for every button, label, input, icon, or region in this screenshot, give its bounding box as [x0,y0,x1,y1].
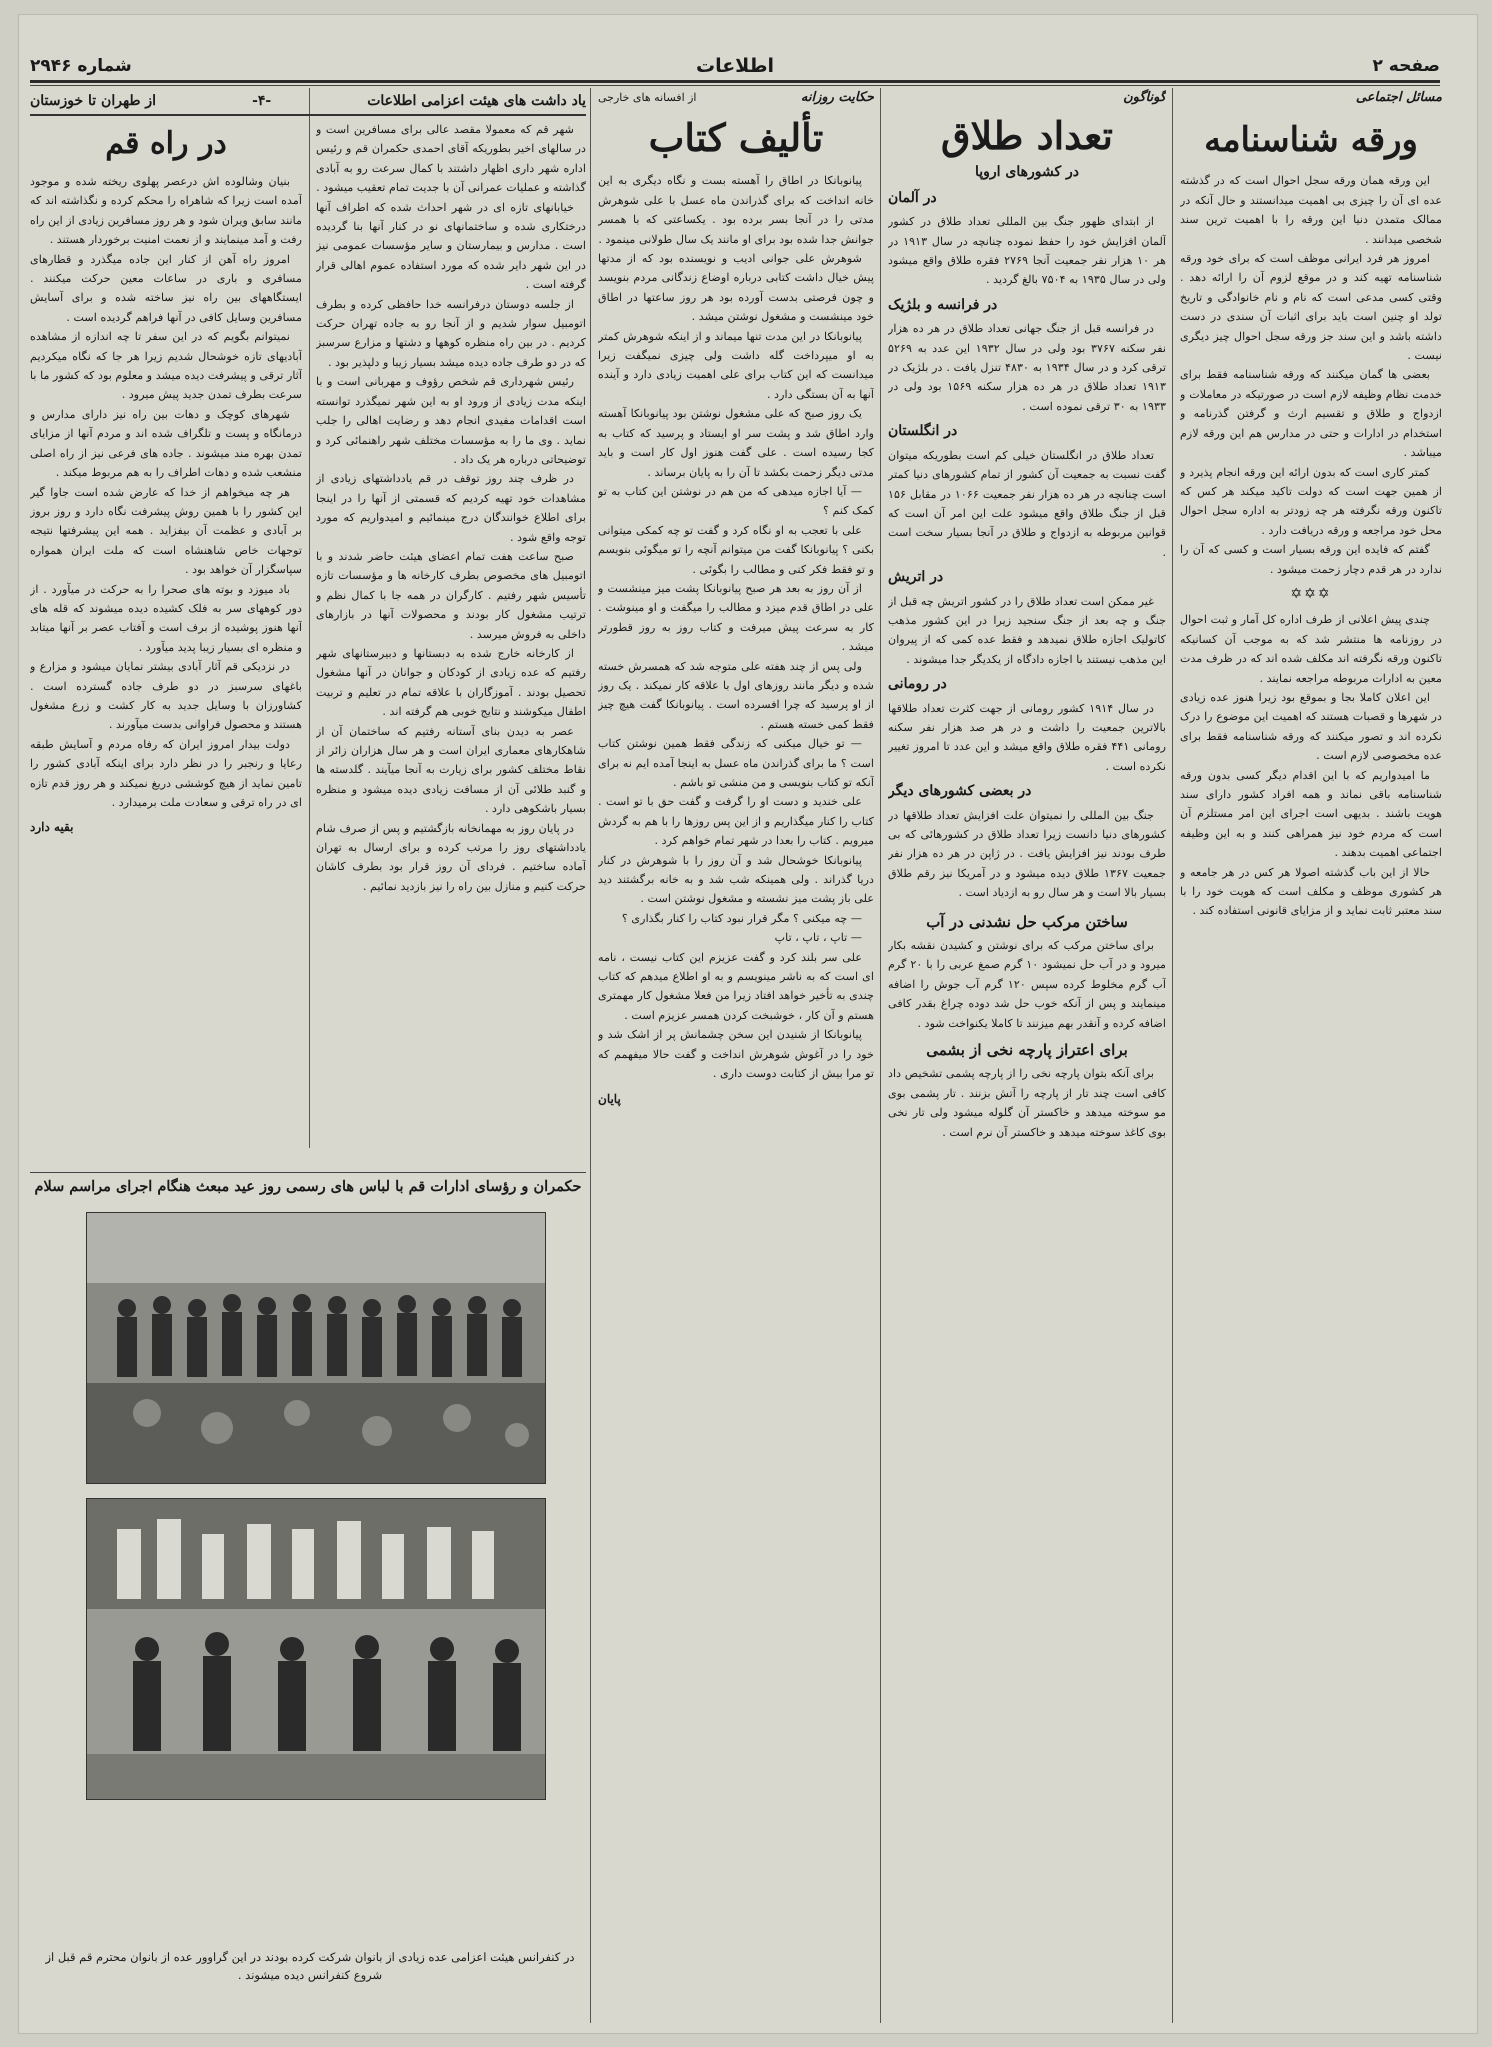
article-body [30,172,302,812]
paragraph: پیانوبانکا در این مدت تنها میماند و از اینکه شوهرش کمتر به او میپرداخت گله داشت ولی چیزی نمیگفت زیرا میدانست که این کتاب برای علی اهمیت زیادی دارد و آینده آنها به آن بستگی دارد . [598,329,874,401]
column-daily-story [598,88,874,2023]
column-divider [590,88,591,2023]
article-title: تعداد طلاق [941,113,1113,159]
column-travel-notes [316,120,586,1170]
sub-article-title: ساختن مرکب حل نشدنی در آب [926,912,1128,931]
series-subtitle: از طهران تا خوزستان [30,93,157,109]
series-number: -۴- [252,93,272,109]
country-subheading: در رومانی [888,676,947,693]
paragraph: بنیان وشالوده اش درعصر پهلوی ریخته شده و موجود آمده است زیرا که شاهراه را محکم کرده و نگذاشته اند که مانند سابق ویران شود و هر روز مسافرین زیادی از این راه رفت و آمد مینمایند و از نعمت امنیت برخوردار هستند . [30,175,302,247]
column-divider [880,88,881,2023]
paragraph: ما امیدواریم که با این اقدام دیگر کسی بدون ورقه شناسنامه باقی نماند و همه افراد کشور دارای سند هویت باشند . بدیهی است اجرای این امر مستلزم آن است که مردم خود نیز همراهی کنند و به این وظیفه اجتماعی اهمیت بدهند . [1180,768,1442,860]
issue-number: شماره ۲۹۴۶ [30,56,132,76]
sub-article-title: برای اعتراز پارچه نخی از بشمی [926,1041,1128,1060]
to-be-continued: بقیه دارد [30,820,74,835]
paragraph: در نزدیکی قم آثار آبادی بیشتر نمایان میشود و مزارع و باغهای سرسبز در دو طرف جاده گسترده است . کشاورزان با وسایل جدید به کار کشت و زرع مشغول هستند و محصول فراوانی بدست میآورند . [30,660,302,732]
paragraph: — چه میکنی ؟ مگر قرار نبود کتاب را کنار بگذاری ؟ [621,911,862,925]
country-paragraph: جنگ بین المللی را نمیتوان علت افزایش تعداد طلاقها در کشورهای دنیا دانست زیرا تعداد طلاق در کشورهائی که بی طرف بودند نیز افزایش یافت . در ژاپن در هر ده هزار نفر جمعیت ۱۳۶۷ طلاق دیده میشود و در آمریکا نیز رقم طلاق بسیار بالا است و هر سال رو به ازدیاد است . [888,808,1166,900]
country-subheading: در بعضی کشورهای دیگر [888,783,1032,800]
photo-caption: در کنفرانس هیئت اعزامی عده زیادی از بانوان شرکت کرده بودند در این گراوور عده از بانوان محترم قم قبل از شروع کنفرانس دیده میشوند . [45,1950,575,1982]
country-paragraph: در سال ۱۹۱۴ کشور رومانی از جهت کثرت تعداد طلاقها بالاترین جمعیت را داشت و در هر صد هزار نفر سکنه رومانی ۴۴۱ فقره طلاق واقع میشد و این عدد تا امروز تغییر نکرده است . [888,701,1166,773]
country-paragraph: در فرانسه قبل از جنگ جهانی تعداد طلاق در هر ده هزار نفر سکنه ۳۷۶۷ بود ولی در سال ۱۹۳۲ این عدد به ۵۲۶۹ ترقی کرد و در سال ۱۹۳۴ به ۴۸۳۰ تنزل یافت . در بلژیک در ۱۹۱۳ تعداد طلاق در هر ده هزار سکنه ۱۵۶۹ بود ولی در ۱۹۳۳ به ۳۰ ترقی نموده است . [888,322,1166,413]
photo-block-rule [30,1172,586,1173]
separator-stars: ✡✡✡ [1290,585,1332,602]
paragraph: علی سر بلند کرد و گفت عزیزم این کتاب نیست ، نامه ای است که به ناشر مینویسم و به او اطلاع میدهم که کتاب چندی به تأخیر خواهد افتاد زیرا من فعلا مشغول کار مهمتری هستم و آن کار ، خوشبخت کردن همسر عزیزم است . [598,950,874,1022]
sub-article-text: برای آنکه بتوان پارچه نخی را از پارچه پشمی تشخیص داد کافی است چند تار از پارچه را آتش بزنند . تار پشمی بوی مو سوخته میدهد و خاکستر آن گلوله میشود ولی تار نخی بوی کاغذ سوخته میدهد و خاکستر آن نرم است . [888,1067,1166,1139]
paragraph: — تو خیال میکنی که زندگی فقط همین نوشتن کتاب است ؟ ما برای گذراندن ماه عسل به اینجا آمده ایم نه برای آنکه تو کتاب بنویسی و من منشی تو باشم . [598,737,874,789]
women-conference-photo [86,1498,546,1800]
paragraph: در ظرف چند روز توقف در قم یادداشتهای زیادی از مشاهدات خود تهیه کردیم که قسمتی از آنها را در اینجا برای اطلاع خوانندگان درج مینمائیم و امیدواریم که مورد توجه واقع شود . [316,472,586,544]
article-title: در راه قم [105,126,227,161]
country-paragraph: تعداد طلاق در انگلستان خیلی کم است بطوریکه میتوان گفت نسبت به جمعیت آن کشور از تمام کشورهای دنیا کمتر است چنانچه در هر ده هزار نفر جمعیت ۱۰۶۶ در مقابل ۱۵۶ قبل از جنگ طلاق واقع میشود علت این امر آن است که قوانین مربوطه به ازدواج و طلاق در آنجا بسیار سخت است . [888,448,1166,559]
paper-name: اطلاعات [695,55,775,77]
section-kicker: حکایت روزانه [800,90,874,105]
paragraph: حالا از این باب گذشته اصولا هر کس در هر جامعه و هر کشوری موظف و مکلف است که هویت خود را با سند معتبر ثابت نماید و از مزایای قانونی استفاده کند . [1180,865,1442,918]
paragraph: رئیس شهرداری قم شخص رؤوف و مهربانی است و با اینکه مدت زیادی از ورود او به این شهر نمیگذرد توانسته است اقدامات مفیدی انجام دهد و رضایت اهالی را جلب نماید . وی ما را به مؤسسات مختلف شهر راهنمائی کرد و توضیحاتی درباره هر یک داد . [316,375,586,466]
country-paragraph: غیر ممکن است تعداد طلاق را در کشور اتریش چه قبل از جنگ و چه بعد از جنگ سنجید زیرا در این کشور مذهب کاتولیک اجازه طلاق نمیدهد و فقط عده کمی که از پیروان این مذهب نیستند با اجازه دادگاه از یکدیگر جدا میشوند . [888,594,1166,666]
page-number: صفحه ۲ [1372,56,1440,76]
paragraph: پیانوبانکا در اطاق را آهسته بست و نگاه دیگری به این خانه انداخت که برای گذراندن ماه عسل با علی شوهرش مدتی را در آنجا بسر برده بود . یکساعتی که با همسر جوانش جدا شده بود برای او مانند یک سال طولانی مینمود . [598,174,874,246]
paragraph: صبح ساعت هفت تمام اعضای هیئت حاضر شدند و با اتومبیل های مخصوص بطرف کارخانه ها و مؤسسات تازه تأسیس شهر رفتیم . کارگران در همه جا با کمال نظم و ترتیب مشغول کار بودند و محصولات آنها در بازارهای داخلی به فروش میرسد . [316,549,586,641]
article-body [1180,171,1442,579]
officials-group-photo [86,1212,546,1484]
masthead [30,52,1440,80]
paragraph: یک روز صبح که علی مشغول نوشتن بود پیانوبانکا آهسته وارد اطاق شد و پشت سر او ایستاد و پرسید که کتاب به کجا رسیده است . علی گفت هنوز اول کار است و باید مدتی دیگر زحمت بکشد تا آن را به پایان برساند . [598,407,874,479]
column-divider [1172,88,1173,2023]
paragraph: از جلسه دوستان درفرانسه خدا حافظی کرده و بطرف اتومبیل سوار شدیم و از آنجا رو به جاده تهران حرکت کردیم . در بین راه منظره کوهها و دشتها و مزارع سرسبز که در دو طرف جاده دیده میشد بسیار زیبا و دلپذیر بود . [316,297,586,369]
column-divider [309,88,310,1148]
paragraph: پیانوبانکا خوشحال شد و آن روز را با شوهرش در کنار دریا گذراند . ولی همینکه شب شد و به خانه برگشتند دید علی باز پشت میز نشسته و مشغول نوشتن است . [598,853,874,906]
country-subheading: در فرانسه و بلژیک [888,296,998,313]
masthead-rule-thin [30,85,1440,86]
column-road-to-qom [30,120,302,1170]
country-paragraph: از ابتدای ظهور جنگ بین المللی تعداد طلاق در کشور آلمان افزایش خود را حفظ نموده چنانچه در سال ۱۹۱۳ در هر ۱۰ هزار نفر جمعیت آنجا ۲۷۶۹ فقره طلاق واقع میشود ولی در سال ۱۹۳۵ به ۷۵۰۴ بالغ گردید . [888,215,1166,287]
paragraph: از کارخانه خارج شده به دبستانها و دبیرستانهای شهر رفتیم که عده زیادی از کودکان و جوانان در آنها مشغول تحصیل بودند . آموزگاران با علاقه تمام در تعلیم و تربیت اطفال میکوشند و نتایج خوبی هم گرفته اند . [316,646,586,719]
country-subheading: در انگلستان [888,423,958,440]
paragraph: عصر به دیدن بنای آستانه رفتیم که ساختمان آن از شاهکارهای معماری ایران است و هر سال هزاران زائر از نقاط مختلف کشور برای زیارت به آنجا میآیند . گلدسته ها و گنبد طلائی آن از مسافت زیادی دیده میشود و منظره بسیار باشکوهی دارد . [316,724,586,816]
section-kicker-sub: از افسانه های خارجی [598,91,697,104]
article-body [316,120,586,896]
paragraph: نمیتوانم بگویم که در این سفر تا چه اندازه از مشاهده آبادیهای تازه خوشحال شدیم زیرا هر جا که نگاه میکردیم آثار ترقی و پیشرفت دیده میشد و معلوم بود که کشور ما با سرعت بطرف تمدن جدید پیش میرود . [30,330,302,402]
paragraph: این اعلان کاملا بجا و بموقع بود زیرا هنوز عده زیادی در شهرها و قصبات هستند که اهمیت این موضوع را درک نکرده اند و تصور میکنند که ورقه شناسنامه فقط برای عده مخصوصی لازم است . [1180,690,1442,763]
article-title: ورقه شناسنامه [1204,120,1418,161]
paragraph: علی با تعجب به او نگاه کرد و گفت تو چه کمکی میتوانی بکنی ؟ پیانوبانکا گفت من میتوانم آنچه را تو میگوئی بنویسم و تو فقط فکر کنی و مطالب را بگوئی . [598,523,874,576]
paragraph: — تاپ ، تاپ ، تاپ [774,931,862,945]
paragraph: گفتم که فایده این ورقه بسیار است و کسی که آن را ندارد در هر قدم دچار زحمت میشود . [1180,543,1442,576]
series-title: یاد داشت های هیئت اعزامی اطلاعات [367,93,586,109]
paragraph: بعضی ها گمان میکنند که ورقه شناسنامه فقط برای خدمت نظام وظیفه لازم است در صورتیکه در معاملات و ازدواج و طلاق و تقسیم ارث و گرفتن گذرنامه و استخدام در ادارات و حتی در مدارس هم این ورقه لازم میباشد . [1180,368,1442,460]
paragraph: ولی پس از چند هفته علی متوجه شد که همسرش خسته شده و دیگر مانند روزهای اول با علاقه کار نمیکند . یک روز از او پرسید که چرا افسرده است . پیانوبانکا گفت هیچ چیز فقط کمی خسته هستم . [598,659,874,731]
paragraph: کمتر کاری است که بدون ارائه این ورقه انجام پذیرد و از همین جهت است که دولت تاکید میکند هر کس که تاکنون ورقه نگرفته هر چه زودتر به اداره سجل احوال محل خود مراجعه و ورقه دریافت دارد . [1180,465,1442,537]
paragraph: شهرهای کوچک و دهات بین راه نیز دارای مدارس و درمانگاه و پست و تلگراف شده اند و مردم آنها از مزایای تمدن بهره مند میشوند . جاده های فرعی نیز از راه اصلی منشعب شده و دهات اطراف را به هم مربوط میکند . [30,407,302,480]
country-subheading: در اتریش [888,569,944,586]
masthead-rule [30,80,1440,83]
paragraph: باد میوزد و بوته های صحرا را به حرکت در میآورد . از دور کوههای سر به فلک کشیده دیده میشوند که قله های آنها هنوز پوشیده از برف است و آفتاب عصر بر آنها میتابد و منظره ای بسیار زیبا پدید میآورد . [30,582,302,654]
section-kicker: مسائل اجتماعی [1355,90,1442,105]
paragraph: — آیا اجازه میدهی که من هم در نوشتن این کتاب به تو کمک کنم ؟ [598,484,874,518]
article-end: پایان [598,1091,621,1106]
country-subheading: در آلمان [888,189,937,206]
section-kicker: گوناگون [1123,90,1166,105]
article-body [598,171,874,1083]
paragraph: از آن روز به بعد هر صبح پیانوبانکا پشت میز مینشست و علی در اطاق قدم میزد و مطالب را میگفت و او مینوشت . کار به سرعت پیش میرفت و کتاب روز به روز قطورتر میشد . [598,581,874,654]
sub-article-text: برای ساختن مرکب که برای نوشتن و کشیدن نقشه بکار میرود و در آب حل نمیشود ۱۰ گرم صمغ عربی را با ۲۰ گرم آب گرم مخلوط کرده سپس ۱۲۰ گرم آب جوش را اضافه مینمایند و پس از آنکه خوب حل شد دوده چراغ بقدر کافی اضافه کرده و آنقدر بهم میزنند تا کاملا یکنواخت شود . [888,939,1166,1030]
article-subtitle: در کشورهای اروپا [974,164,1080,181]
paragraph: پیانوبانکا از شنیدن این سخن چشمانش پر از اشک شد و خود را در آغوش شوهرش انداخت و گفت حالا میفهمم که تو مرا بیش از کتابت دوست داری . [598,1028,874,1081]
article-title: تألیف کتاب [648,115,824,161]
article-body-continued [1180,610,1442,921]
paragraph: خیابانهای تازه ای در شهر احداث شده که اطراف آنها درختکاری شده و ساختمانهای نو در کنار آنها بنا گردیده است . مدارس و بیمارستان و سایر مؤسسات عمومی نیز در این شهر دایر شده که مورد استفاده عموم اهالی قرار گرفته است . [316,200,586,292]
photo-title: حکمران و رؤسای ادارات قم با لباس های رسمی روز عید مبعث هنگام اجرای مراسم سلام [34,1178,582,1195]
column-identity-card [1180,88,1442,2023]
paragraph: هر چه میخواهم از خدا که عارض شده است جاوا گیر این کشور را با همین روش پیشرفت نگاه دارد و روز بروز بر آبادی و عظمت آن بیفزاید . همه این پیشرفتها نتیجه توجهات خاص شاهنشاه است که ملت ایران همواره سپاسگزار آن خواهد بود . [30,485,302,577]
paragraph: دولت بیدار امروز ایران که رفاه مردم و آسایش طبقه رعایا و رنجبر را در نظر دارد برای اینکه آبادی کشور را تامین نماید از هیچ کوششی دریغ نمیکند و هر روز قدم تازه ای در راه ترقی و سعادت ملت برمیدارد . [30,737,302,809]
paragraph: چندی پیش اعلانی از طرف اداره کل آمار و ثبت احوال در روزنامه ها منتشر شد که به موجب آن کسانیکه تاکنون ورقه نگرفته اند مکلف شده اند که در ظرف مدت معین به ادارات مربوطه مراجعه نمایند . [1180,613,1442,685]
paragraph: امروز راه آهن از کنار این جاده میگذرد و قطارهای مسافری و باری در ساعات معین حرکت میکنند . ایستگاههای بین راه نیز ساخته شده و برای آسایش مسافرین وسایل کافی در آنها فراهم گردیده است . [30,252,302,324]
paragraph: در پایان روز به مهمانخانه بازگشتیم و پس از صرف شام یادداشتهای روز را مرتب کرده و برای ارسال به تهران آماده ساختیم . فردای آن روز قرار بود بطرف کاشان حرکت کنیم و منازل بین راه را نیز بازدید نمائیم . [316,821,586,893]
paragraph: شوهرش علی جوانی ادیب و نویسنده بود که از مدتها پیش خیال داشت کتابی درباره اوضاع زندگانی مردم بنویسد و چون فرصتی بدست آورده بود هر روز ساعتها در اطاق خود مینشست و مشغول نوشتن میشد . [598,252,874,324]
paragraph: امروز هر فرد ایرانی موظف است که برای خود ورقه شناسنامه تهیه کند و در موقع لزوم آن را ارائه دهد . وقتی کسی مدعی است که نام و نام خانوادگی و تاریخ تولد او چنین است باید برای اثبات آن سندی در دست داشته باشد و این سند جز ورقه سجل احوال چیز دیگری نیست . [1180,252,1442,363]
paragraph: شهر قم که معمولا مقصد عالی برای مسافرین است و در سالهای اخیر بطوریکه آقای احمدی حکمران قم و رئیس اداره شهر داری اظهار داشتند با کمال سرعت رو به آبادی گذاشته و عملیات عمرانی آن با جدیت تمام تعقیب میشود . [316,123,586,195]
column-divorce-stats [888,88,1166,2023]
paragraph: علی خندید و دست او را گرفت و گفت حق با تو است . کتاب را کنار میگذاریم و از این پس روزها را با هم به گردش میرویم . کتاب را بعدا در شهر تمام خواهم کرد . [598,795,874,848]
paragraph: این ورقه همان ورقه سجل احوال است که در گذشته عده ای آن را چیزی بی اهمیت میدانستند و حال آنکه در ممالک متمدن دنیا این ورقه را با اهمیت ترین سند شخصی میدانند . [1180,174,1442,246]
article-sections [888,189,1166,903]
travel-series-header [30,88,586,116]
